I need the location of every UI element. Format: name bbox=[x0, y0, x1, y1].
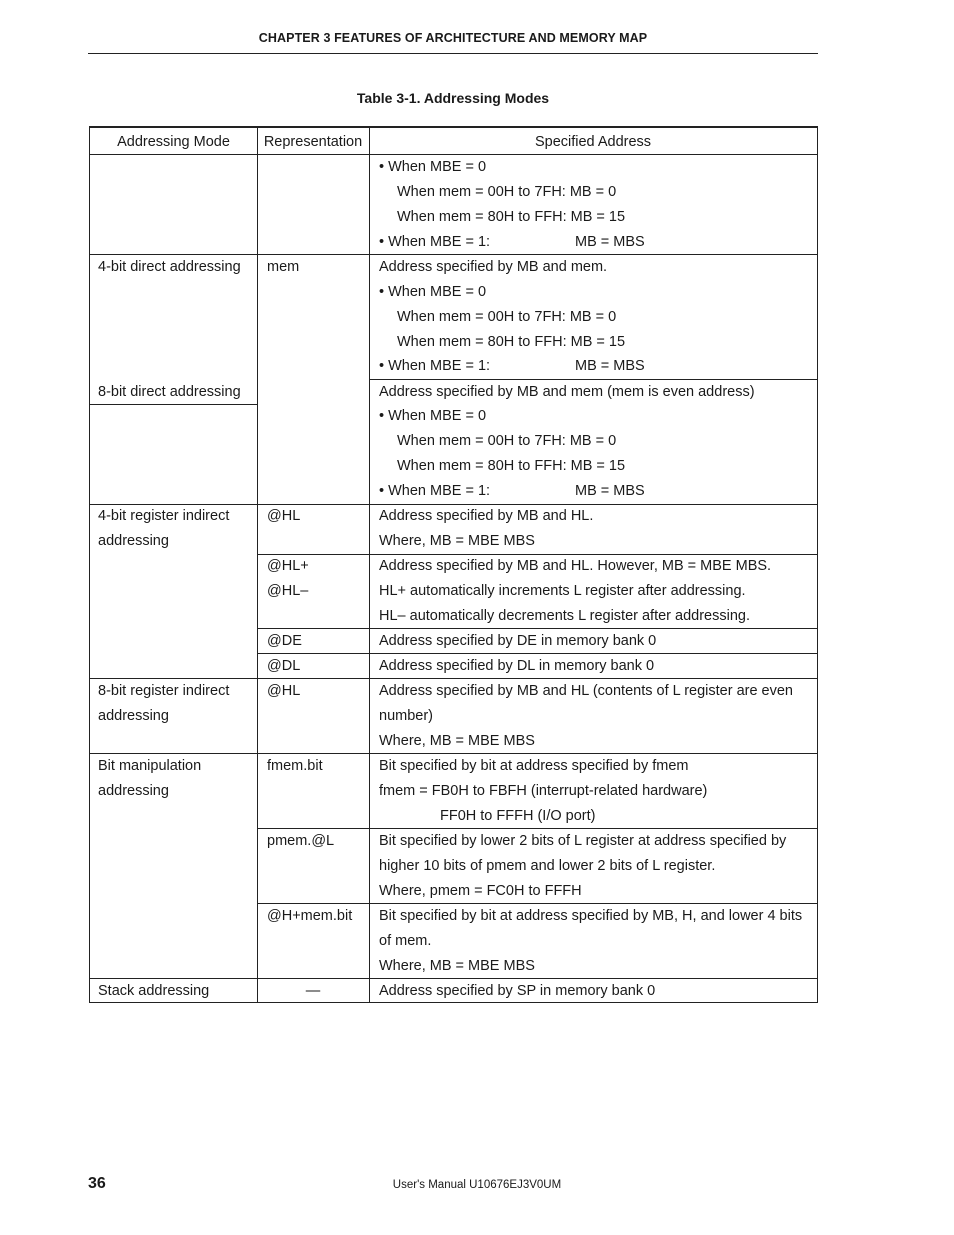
table-title: Table 3-1. Addressing Modes bbox=[356, 90, 550, 106]
mode-cell: 4-bit direct addressing bbox=[98, 259, 241, 275]
representation-cell: fmem.bit bbox=[267, 758, 323, 774]
representation-cell: @DE bbox=[267, 633, 302, 649]
address-line: When mem = 80H to FFH: MB = 15 bbox=[397, 458, 626, 474]
column-header-representation: Representation bbox=[263, 134, 363, 150]
mode-cell: Bit manipulation bbox=[98, 758, 202, 774]
mode-cell: 8-bit direct addressing bbox=[98, 384, 241, 400]
representation-cell: mem bbox=[267, 259, 300, 275]
col-divider-1 bbox=[257, 128, 258, 1003]
address-line: HL+ automatically increments L register after addressing. bbox=[379, 583, 746, 599]
mode-cell: 8-bit register indirect bbox=[98, 683, 230, 699]
address-line: When mem = 00H to 7FH: MB = 0 bbox=[397, 433, 617, 449]
address-line: Address specified by MB and mem. bbox=[379, 259, 608, 275]
representation-cell: @HL bbox=[267, 508, 301, 524]
address-line: When mem = 00H to 7FH: MB = 0 bbox=[397, 184, 617, 200]
representation-cell: @H+mem.bit bbox=[267, 908, 353, 924]
representation-cell: @HL bbox=[267, 683, 301, 699]
address-line: Address specified by SP in memory bank 0 bbox=[379, 983, 656, 999]
mode-cell: addressing bbox=[98, 783, 169, 799]
address-line: higher 10 bits of pmem and lower 2 bits of L register. bbox=[379, 858, 716, 874]
address-line: of mem. bbox=[379, 933, 432, 949]
address-line: MB = MBS bbox=[575, 483, 645, 499]
mode-cell: addressing bbox=[98, 533, 169, 549]
address-line: Bit specified by lower 2 bits of L register at address specified by bbox=[379, 833, 787, 849]
address-line: Address specified by MB and HL. bbox=[379, 508, 594, 524]
representation-cell: @HL– bbox=[267, 583, 309, 599]
mode-cell: addressing bbox=[98, 708, 169, 724]
address-line: Address specified by MB and mem (mem is even address) bbox=[379, 384, 755, 400]
addressing-modes-table bbox=[89, 126, 818, 1003]
representation-cell: pmem.@L bbox=[267, 833, 335, 849]
address-line: When mem = 80H to FFH: MB = 15 bbox=[397, 334, 626, 350]
address-line: MB = MBS bbox=[575, 358, 645, 374]
column-header-address: Specified Address bbox=[534, 134, 652, 150]
address-line: Address specified by MB and HL. However, MB = MBE MBS. bbox=[379, 558, 772, 574]
representation-cell: — bbox=[305, 983, 321, 999]
address-line: Bit specified by bit at address specified by MB, H, and lower 4 bits bbox=[379, 908, 803, 924]
address-line: • When MBE = 0 bbox=[379, 159, 487, 175]
address-line: • When MBE = 0 bbox=[379, 284, 487, 300]
mode-cell: Stack addressing bbox=[98, 983, 210, 999]
address-line: MB = MBS bbox=[575, 234, 645, 250]
column-header-mode: Addressing Mode bbox=[117, 134, 230, 150]
address-line: Address specified by MB and HL (contents of L register are even bbox=[379, 683, 794, 699]
address-line: Where, MB = MBE MBS bbox=[379, 533, 535, 549]
address-line: • When MBE = 0 bbox=[379, 408, 487, 424]
address-line: Where, pmem = FC0H to FFFH bbox=[379, 883, 582, 899]
manual-footer: User's Manual U10676EJ3V0UM bbox=[392, 1179, 562, 1191]
address-line: Address specified by DE in memory bank 0 bbox=[379, 633, 657, 649]
representation-cell: @HL+ bbox=[267, 558, 309, 574]
address-line: • When MBE = 1: bbox=[379, 234, 491, 250]
address-line: Where, MB = MBE MBS bbox=[379, 733, 535, 749]
page-number: 36 bbox=[88, 1175, 106, 1192]
mode-cell: 4-bit register indirect bbox=[98, 508, 230, 524]
address-line: fmem = FB0H to FBFH (interrupt-related hardware) bbox=[379, 783, 708, 799]
address-line: • When MBE = 1: bbox=[379, 358, 491, 374]
address-line: • When MBE = 1: bbox=[379, 483, 491, 499]
address-line: HL– automatically decrements L register after addressing. bbox=[379, 608, 751, 624]
address-line: number) bbox=[379, 708, 433, 724]
col-divider-2 bbox=[369, 128, 370, 1003]
representation-cell: @DL bbox=[267, 658, 301, 674]
chapter-header: CHAPTER 3 FEATURES OF ARCHITECTURE AND MEMORY MAP bbox=[258, 31, 648, 45]
address-line: When mem = 80H to FFH: MB = 15 bbox=[397, 209, 626, 225]
address-line: Bit specified by bit at address specified by fmem bbox=[379, 758, 689, 774]
address-line: When mem = 00H to 7FH: MB = 0 bbox=[397, 309, 617, 325]
address-line: Where, MB = MBE MBS bbox=[379, 958, 535, 974]
address-line: FF0H to FFFH (I/O port) bbox=[440, 808, 596, 824]
address-line: Address specified by DL in memory bank 0 bbox=[379, 658, 655, 674]
header-rule bbox=[88, 53, 818, 54]
